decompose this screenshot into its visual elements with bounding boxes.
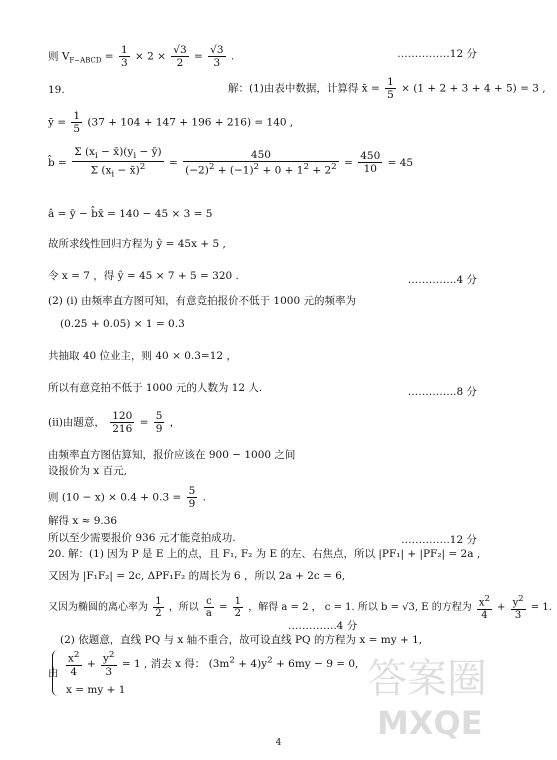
sample-line: 共抽取 40 位业主，则 40 × 0.3=12 ， [48,350,237,362]
problem20-line3: 又因为椭圆的离心率为 $\frac{1}{2}$ ，所以 $\frac{c}{a}$ = $\frac{1}{2}$ ，解得 a = 2 ， c = 1. 所以 b = √3, E 的方程为 $\frac{x^2}{4}$ + $\frac{y^2}{3}$ = 1. [48,593,552,621]
system-eq2: x = my + 1 [66,684,126,696]
equation-line: 则 (10 − x) × 0.4 + 0.3 = $\frac{5}{9}$ . [48,485,206,511]
estimate-line: 由频率直方图估算知，报价应该在 900 − 1000 之间 [48,449,296,461]
score-mark: …………..12 分 [401,534,477,546]
watermark-logo [359,650,549,742]
regression-equation: 故所求线性回归方程为 ŷ = 45x + 5 , [48,238,226,250]
solution-line: 解：(1)由表中数据，计算得 x̄ = $\frac{1}{5}$ × (1 + 2 + 3 + 4 + 5) = 3 , [228,76,546,102]
problem20-line1: 20. 解：(1) 因为 P 是 E 上的点，且 F₁, F₂ 为 E 的左、右焦点，所以 |PF₁| + |PF₂| = 2a , [48,548,481,560]
problem20-part2: (2) 依题意，直线 PQ 与 x 轴不重合，故可设直线 PQ 的方程为 x = my + 1, [60,634,423,646]
system-brace [52,650,63,696]
volume-formula: 则 $V_{F-ABCD}$ = $\frac{1}{3}$ × 2 × $\frac{√3}{2}$ = $\frac{√3}{3}$ . [48,44,235,70]
count-line: 所以有意竞拍不低于 1000 元的人数为 12 人. [48,382,263,394]
ratio-line: (ii)由题意， $\frac{120}{216}$ = $\frac{5}{9}$ ， [48,410,181,436]
problem20-line2: 又因为 |F₁F₂| = 2c, ΔPF₁F₂ 的周长为 6 ，所以 2a + 2c = 6, [48,570,346,582]
score-mark: …………..8 分 [407,386,477,398]
prediction-line: 令 x = 7 ，得 ŷ = 45 × 7 + 5 = 320 . [48,270,239,282]
page-number: 4 [275,738,282,748]
score-mark: ……………12 分 [397,48,477,60]
system-eq1: $\frac{x^2}{4}$ + $\frac{y^2}{3}$ = 1 , 消去 x 得： $(3m^2 + 4)y^2 + 6my - 9 = 0$, [68,650,359,678]
svg-text:MXQE: MXQE [377,704,483,742]
conclusion-line: 所以至少需要报价 936 元才能竞拍成功. [48,532,236,544]
problem-number: 19. [48,84,65,96]
slope-formula: b̂ = $\frac{\Sigma (x_i - x̄)(y_i - ȳ)}{\Sigma (x_i - x̄)^2}$ = $\frac{450}{(-2)^2 + (-1)^2 + 0 + 1^2 + 2^2}$ = $\frac{450}{10}$ = 45 [48,146,414,180]
system-prefix: 由 [48,667,59,679]
svg-text:答案圈: 答案圈 [367,656,487,702]
frequency-calc: (0.25 + 0.05) × 1 = 0.3 [60,318,185,330]
solve-line: 解得 x ≈ 9.36 [48,515,118,527]
variable-line: 设报价为 x 百元, [48,465,127,477]
intercept-line: â = ȳ − b̂x̄ = 140 − 45 × 3 = 5 [48,208,213,220]
part2-intro: (2) (i) 由频率直方图可知，有意竞拍报价不低于 1000 元的频率为 [48,295,356,307]
score-mark: …………..4 分 [288,620,358,632]
score-mark: …………..4 分 [407,274,477,286]
mean-y: ȳ = $\frac{1}{5}$ (37 + 104 + 147 + 196 + 216) = 140 , [48,110,294,136]
